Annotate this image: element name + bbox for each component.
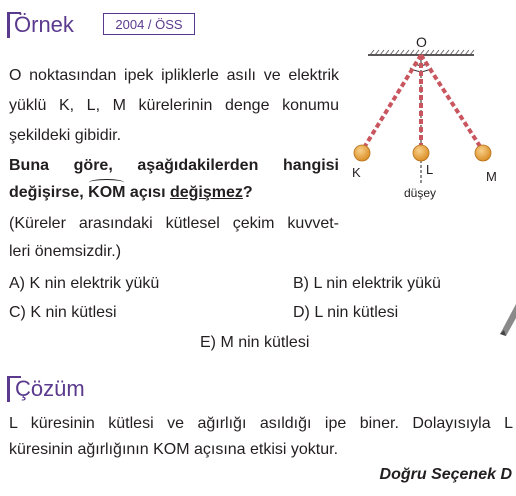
sphere-m xyxy=(475,145,491,161)
question-note-line-1: (Küreler arasındaki kütlesel çekim kuvvet- xyxy=(9,215,339,232)
option-b: B) L nin elektrik yükü xyxy=(293,275,441,292)
string-m xyxy=(421,55,483,151)
angle-kom xyxy=(88,183,125,203)
sphere-m-label: M xyxy=(486,169,497,184)
angle-arc xyxy=(89,179,124,186)
example-title: Örnek xyxy=(14,12,74,37)
question-line-3: şekildeki gibidir. xyxy=(9,127,122,144)
question-bold-line-1: Buna göre, aşağıdakilerden hangisi xyxy=(9,157,339,174)
option-c: C) K nin kütlesi xyxy=(9,304,117,321)
sphere-l xyxy=(413,145,429,161)
bold-text-b: açısı xyxy=(125,184,170,201)
sphere-l-label: L xyxy=(426,162,434,177)
question-line-1: O noktasından ipek ipliklerle asılı ve elektrik xyxy=(9,67,339,84)
string-k xyxy=(362,55,421,151)
solution-line-2: küresinin ağırlığının KOM açısına etkisi yoktur. xyxy=(9,441,339,458)
point-o-label: O xyxy=(416,34,427,50)
exam-year-tag: 2004 / ÖSS xyxy=(103,13,195,35)
solution-accent-bar xyxy=(7,376,10,402)
bold-text-negation: değişmez xyxy=(169,184,243,201)
pendulum-figure xyxy=(338,33,516,208)
pencil-icon xyxy=(490,300,516,336)
question-note-line-2: leri önemsizdir.) xyxy=(9,243,122,260)
correct-answer: Doğru Seçenek D xyxy=(379,466,512,483)
solution-line-1: L küresinin kütlesi ve ağırlığı asıldığı ipe biner. Dolayısıyla L xyxy=(9,415,513,432)
sphere-k xyxy=(354,145,370,161)
option-e: E) M nin kütlesi xyxy=(200,334,310,351)
vertical-label: düşey xyxy=(404,186,437,200)
ceiling xyxy=(368,50,474,55)
solution-title: Çözüm xyxy=(15,376,85,401)
option-d: D) L nin kütlesi xyxy=(293,304,399,321)
sphere-k-label: K xyxy=(352,165,361,180)
header-accent-bar xyxy=(7,12,10,38)
angle-kom-label: KOM xyxy=(88,184,126,201)
question-bold-line-2 xyxy=(9,183,253,203)
bold-text-question-mark: ? xyxy=(242,184,253,201)
question-line-2: yüklü K, L, M kürelerinin denge konumu xyxy=(9,97,339,114)
bold-text-a: değişirse, xyxy=(9,184,89,201)
strings xyxy=(362,55,483,151)
option-a: A) K nin elektrik yükü xyxy=(9,275,160,292)
